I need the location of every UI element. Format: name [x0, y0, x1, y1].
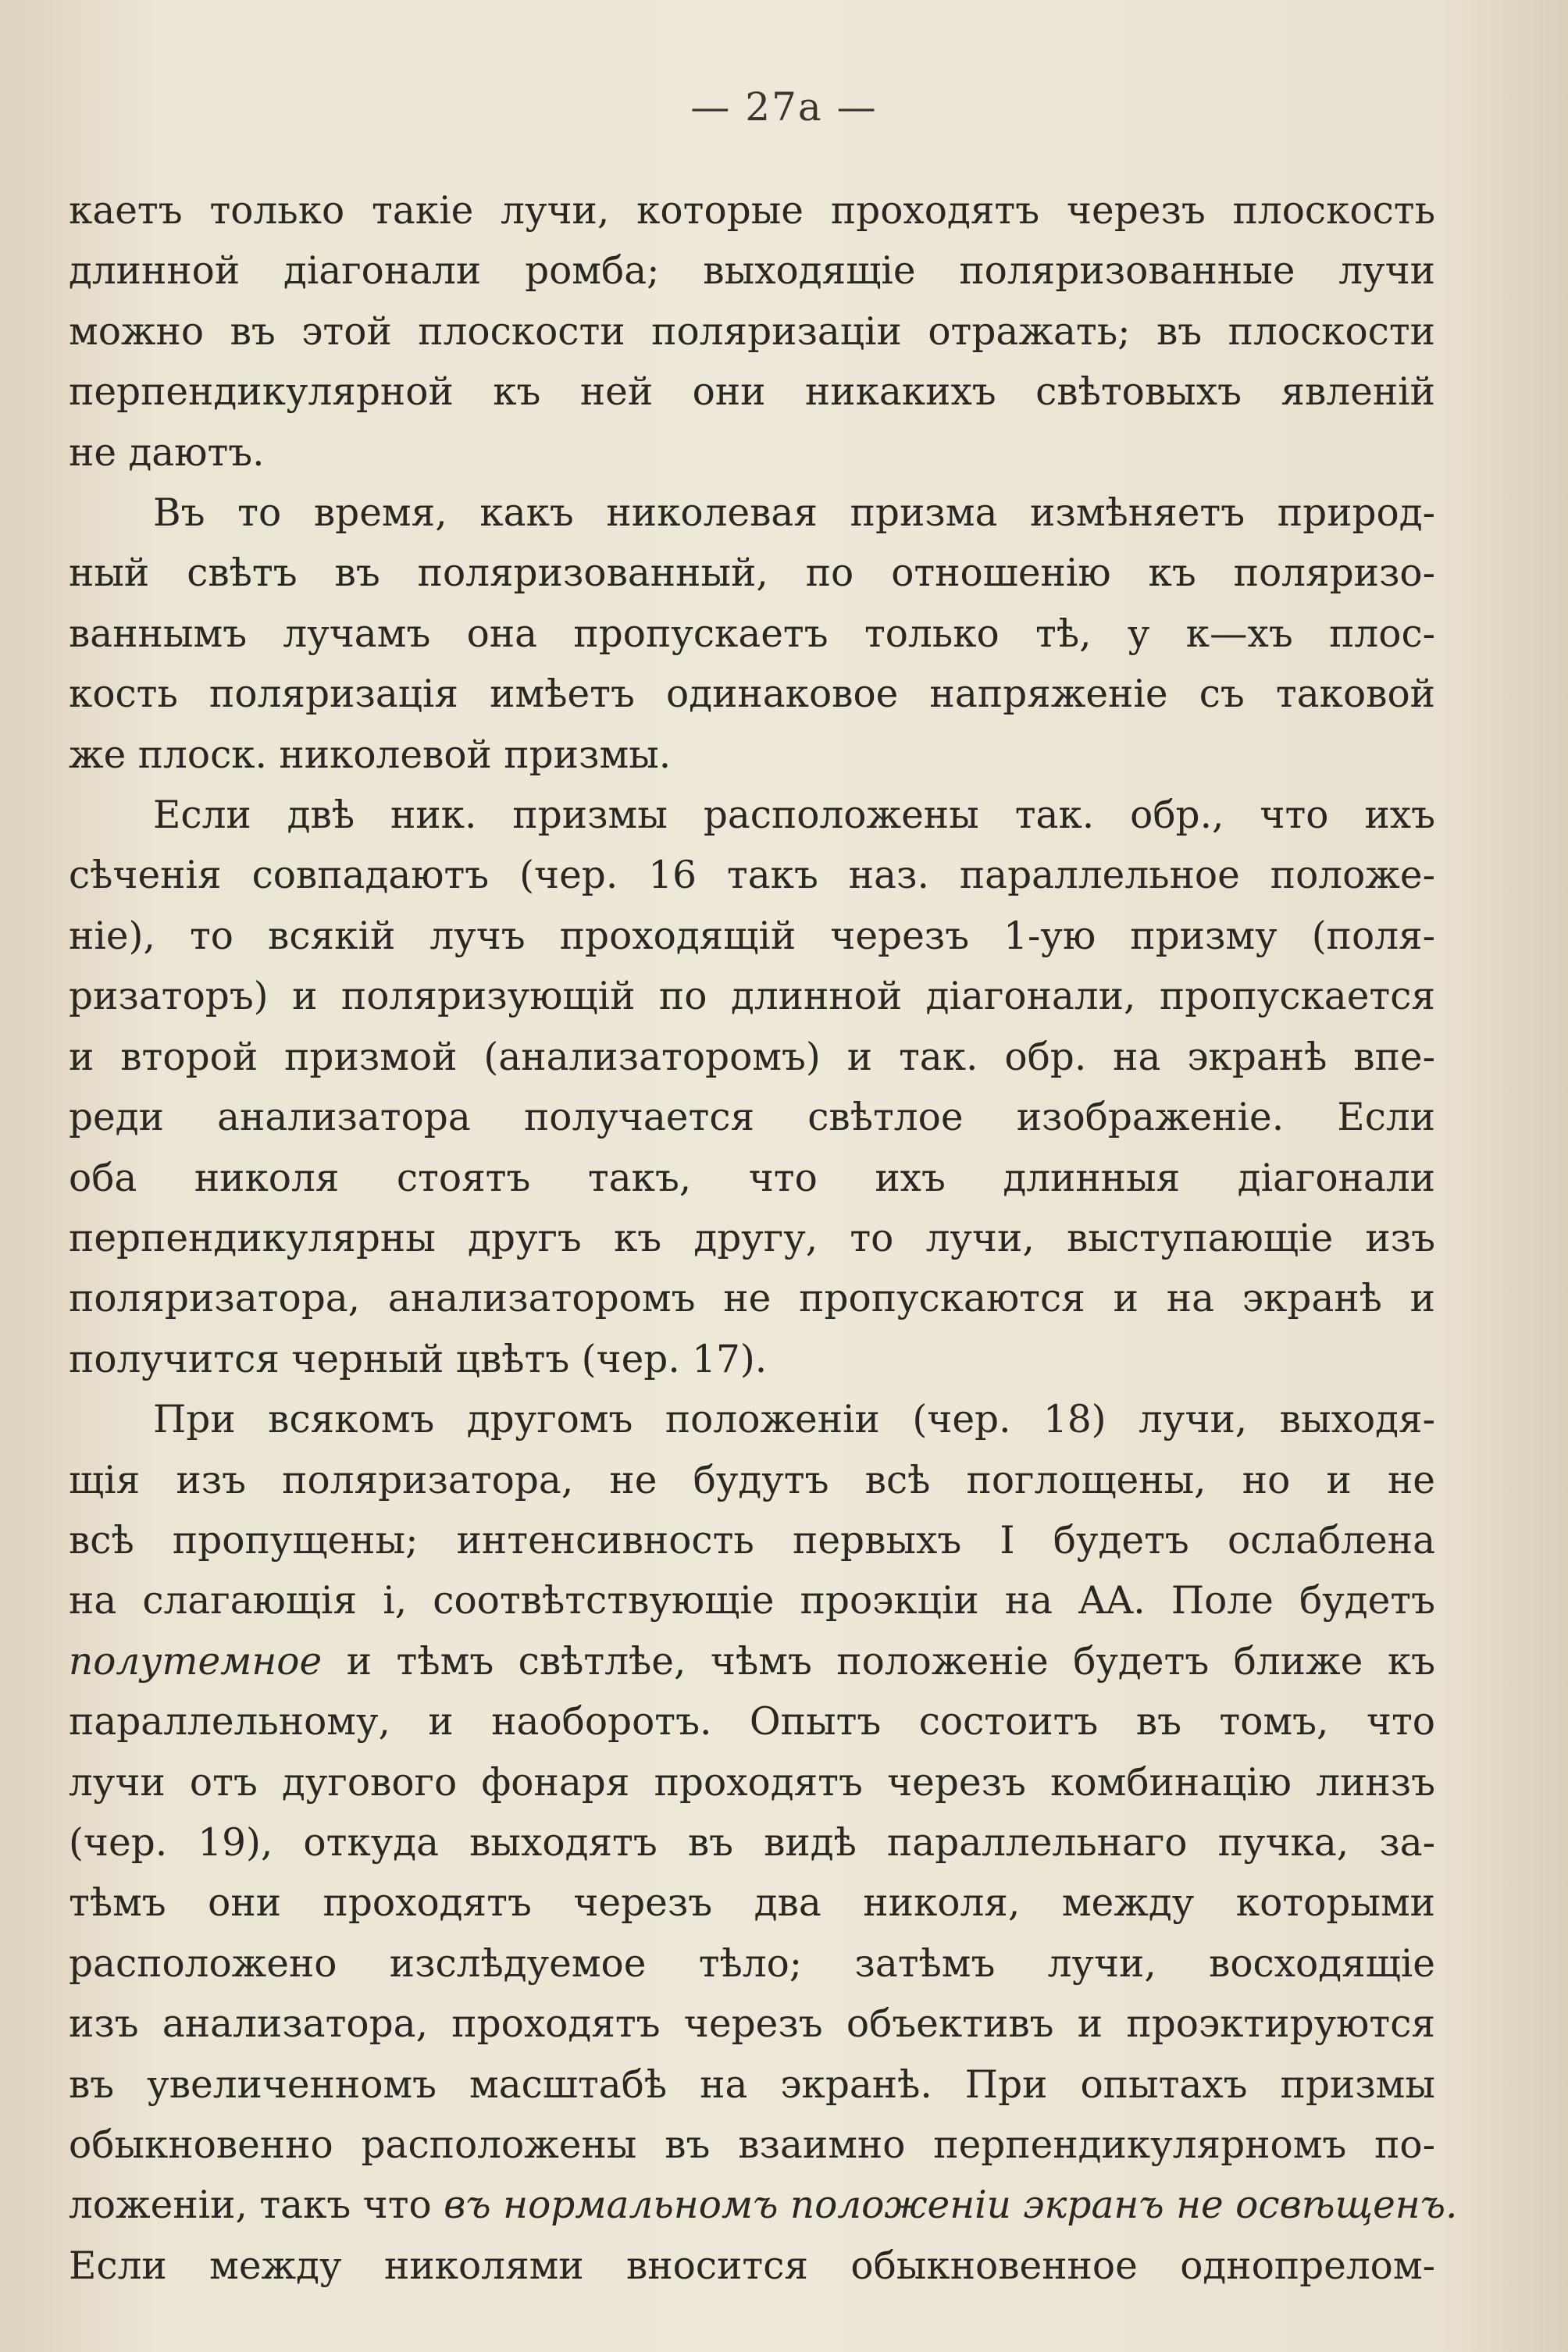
- text-line: кость поляризація имѣетъ одинаковое напряженіе съ таковой: [69, 672, 1435, 717]
- text-line: и второй призмой (анализаторомъ) и так. обр. на экранѣ впе-: [69, 1035, 1435, 1079]
- text-line: ризаторъ) и поляризующій по длинной діагонали, пропускается: [69, 975, 1435, 1019]
- text-line: лучи отъ дугового фонаря проходятъ черезъ комбинацію линзъ: [69, 1760, 1435, 1805]
- text-line: ваннымъ лучамъ она пропускаетъ только тѣ, у к—хъ плос-: [69, 611, 1435, 656]
- text-line: сѣченія совпадаютъ (чер. 16 такъ наз. параллельное положе-: [69, 853, 1435, 898]
- paragraph-2: [69, 483, 1435, 786]
- text-fragment: и тѣмъ свѣтлѣе, чѣмъ положеніе будетъ ближе къ: [322, 1639, 1435, 1684]
- text-line: параллельному, и наоборотъ. Опытъ состоитъ въ томъ, что: [69, 1700, 1435, 1744]
- text-line: Если двѣ ник. призмы расположены так. обр., что ихъ: [153, 793, 1435, 838]
- italic-phrase: въ нормальномъ положеніи экранъ не освѣщенъ.: [444, 2183, 1458, 2228]
- text-line: (чер. 19), откуда выходятъ въ видѣ параллельнаго пучка, за-: [69, 1820, 1435, 1865]
- text-line: можно въ этой плоскости поляризаціи отражать; въ плоскости: [69, 309, 1435, 354]
- body-text: [69, 181, 1458, 2297]
- text-line: При всякомъ другомъ положеніи (чер. 18) лучи, выходя-: [153, 1398, 1435, 1442]
- text-line: Если между николями вносится обыкновенное однопрелом-: [69, 2243, 1435, 2288]
- text-line: щія изъ поляризатора, не будутъ всѣ поглощены, но и не: [69, 1458, 1435, 1502]
- paragraph-4: [69, 1390, 1458, 2297]
- text-line: ный свѣтъ въ поляризованный, по отношенію къ поляризо-: [69, 551, 1435, 596]
- text-line: Въ то время, какъ николевая призма измѣняетъ природ-: [153, 491, 1435, 536]
- paragraph-1: [69, 181, 1435, 483]
- text-line: перпендикулярны другъ къ другу, то лучи, выступающіе изъ: [69, 1216, 1435, 1260]
- text-line: поляризатора, анализаторомъ не пропускаются и на экранѣ и: [69, 1277, 1435, 1321]
- text-line-mixed: [69, 1632, 1435, 1692]
- text-line: реди анализатора получается свѣтлое изображеніе. Если: [69, 1096, 1435, 1140]
- text-line: тѣмъ они проходятъ черезъ два николя, между которыми: [69, 1881, 1435, 1926]
- text-line: въ увеличенномъ масштабѣ на экранѣ. При опытахъ призмы: [69, 2062, 1435, 2107]
- text-fragment: ложеніи, такъ что: [69, 2183, 444, 2228]
- text-line: же плоск. николевой призмы.: [69, 732, 672, 777]
- text-line: не даютъ.: [69, 430, 265, 475]
- text-line: перпендикулярной къ ней они никакихъ свѣтовыхъ явленій: [69, 370, 1435, 415]
- text-line: расположено изслѣдуемое тѣло; затѣмъ лучи, восходящіе: [69, 1941, 1435, 1986]
- italic-term: полутемное: [69, 1639, 323, 1684]
- page-number: — 27а —: [690, 84, 878, 130]
- text-line: на слагающія i, соотвѣтствующіе проэкціи на AA. Поле будетъ: [69, 1579, 1435, 1623]
- text-line: ніе), то всякій лучъ проходящій черезъ 1-ую призму (поля-: [69, 914, 1435, 958]
- text-line: каетъ только такіе лучи, которые проходятъ черезъ плоскость: [69, 189, 1435, 233]
- text-line: изъ анализатора, проходятъ черезъ объективъ и проэктируются: [69, 2002, 1435, 2047]
- text-line: получится черный цвѣтъ (чер. 17).: [69, 1337, 768, 1381]
- text-line: обыкновенно расположены въ взаимно перпендикулярномъ по-: [69, 2123, 1435, 2167]
- text-line-mixed: [69, 2176, 1458, 2236]
- text-line: длинной діагонали ромба; выходящіе поляризованные лучи: [69, 249, 1435, 294]
- paragraph-3: [69, 786, 1435, 1390]
- text-line: оба николя стоятъ такъ, что ихъ длинныя діагонали: [69, 1156, 1435, 1200]
- text-line: всѣ пропущены; интенсивность первыхъ I будетъ ослаблена: [69, 1518, 1435, 1563]
